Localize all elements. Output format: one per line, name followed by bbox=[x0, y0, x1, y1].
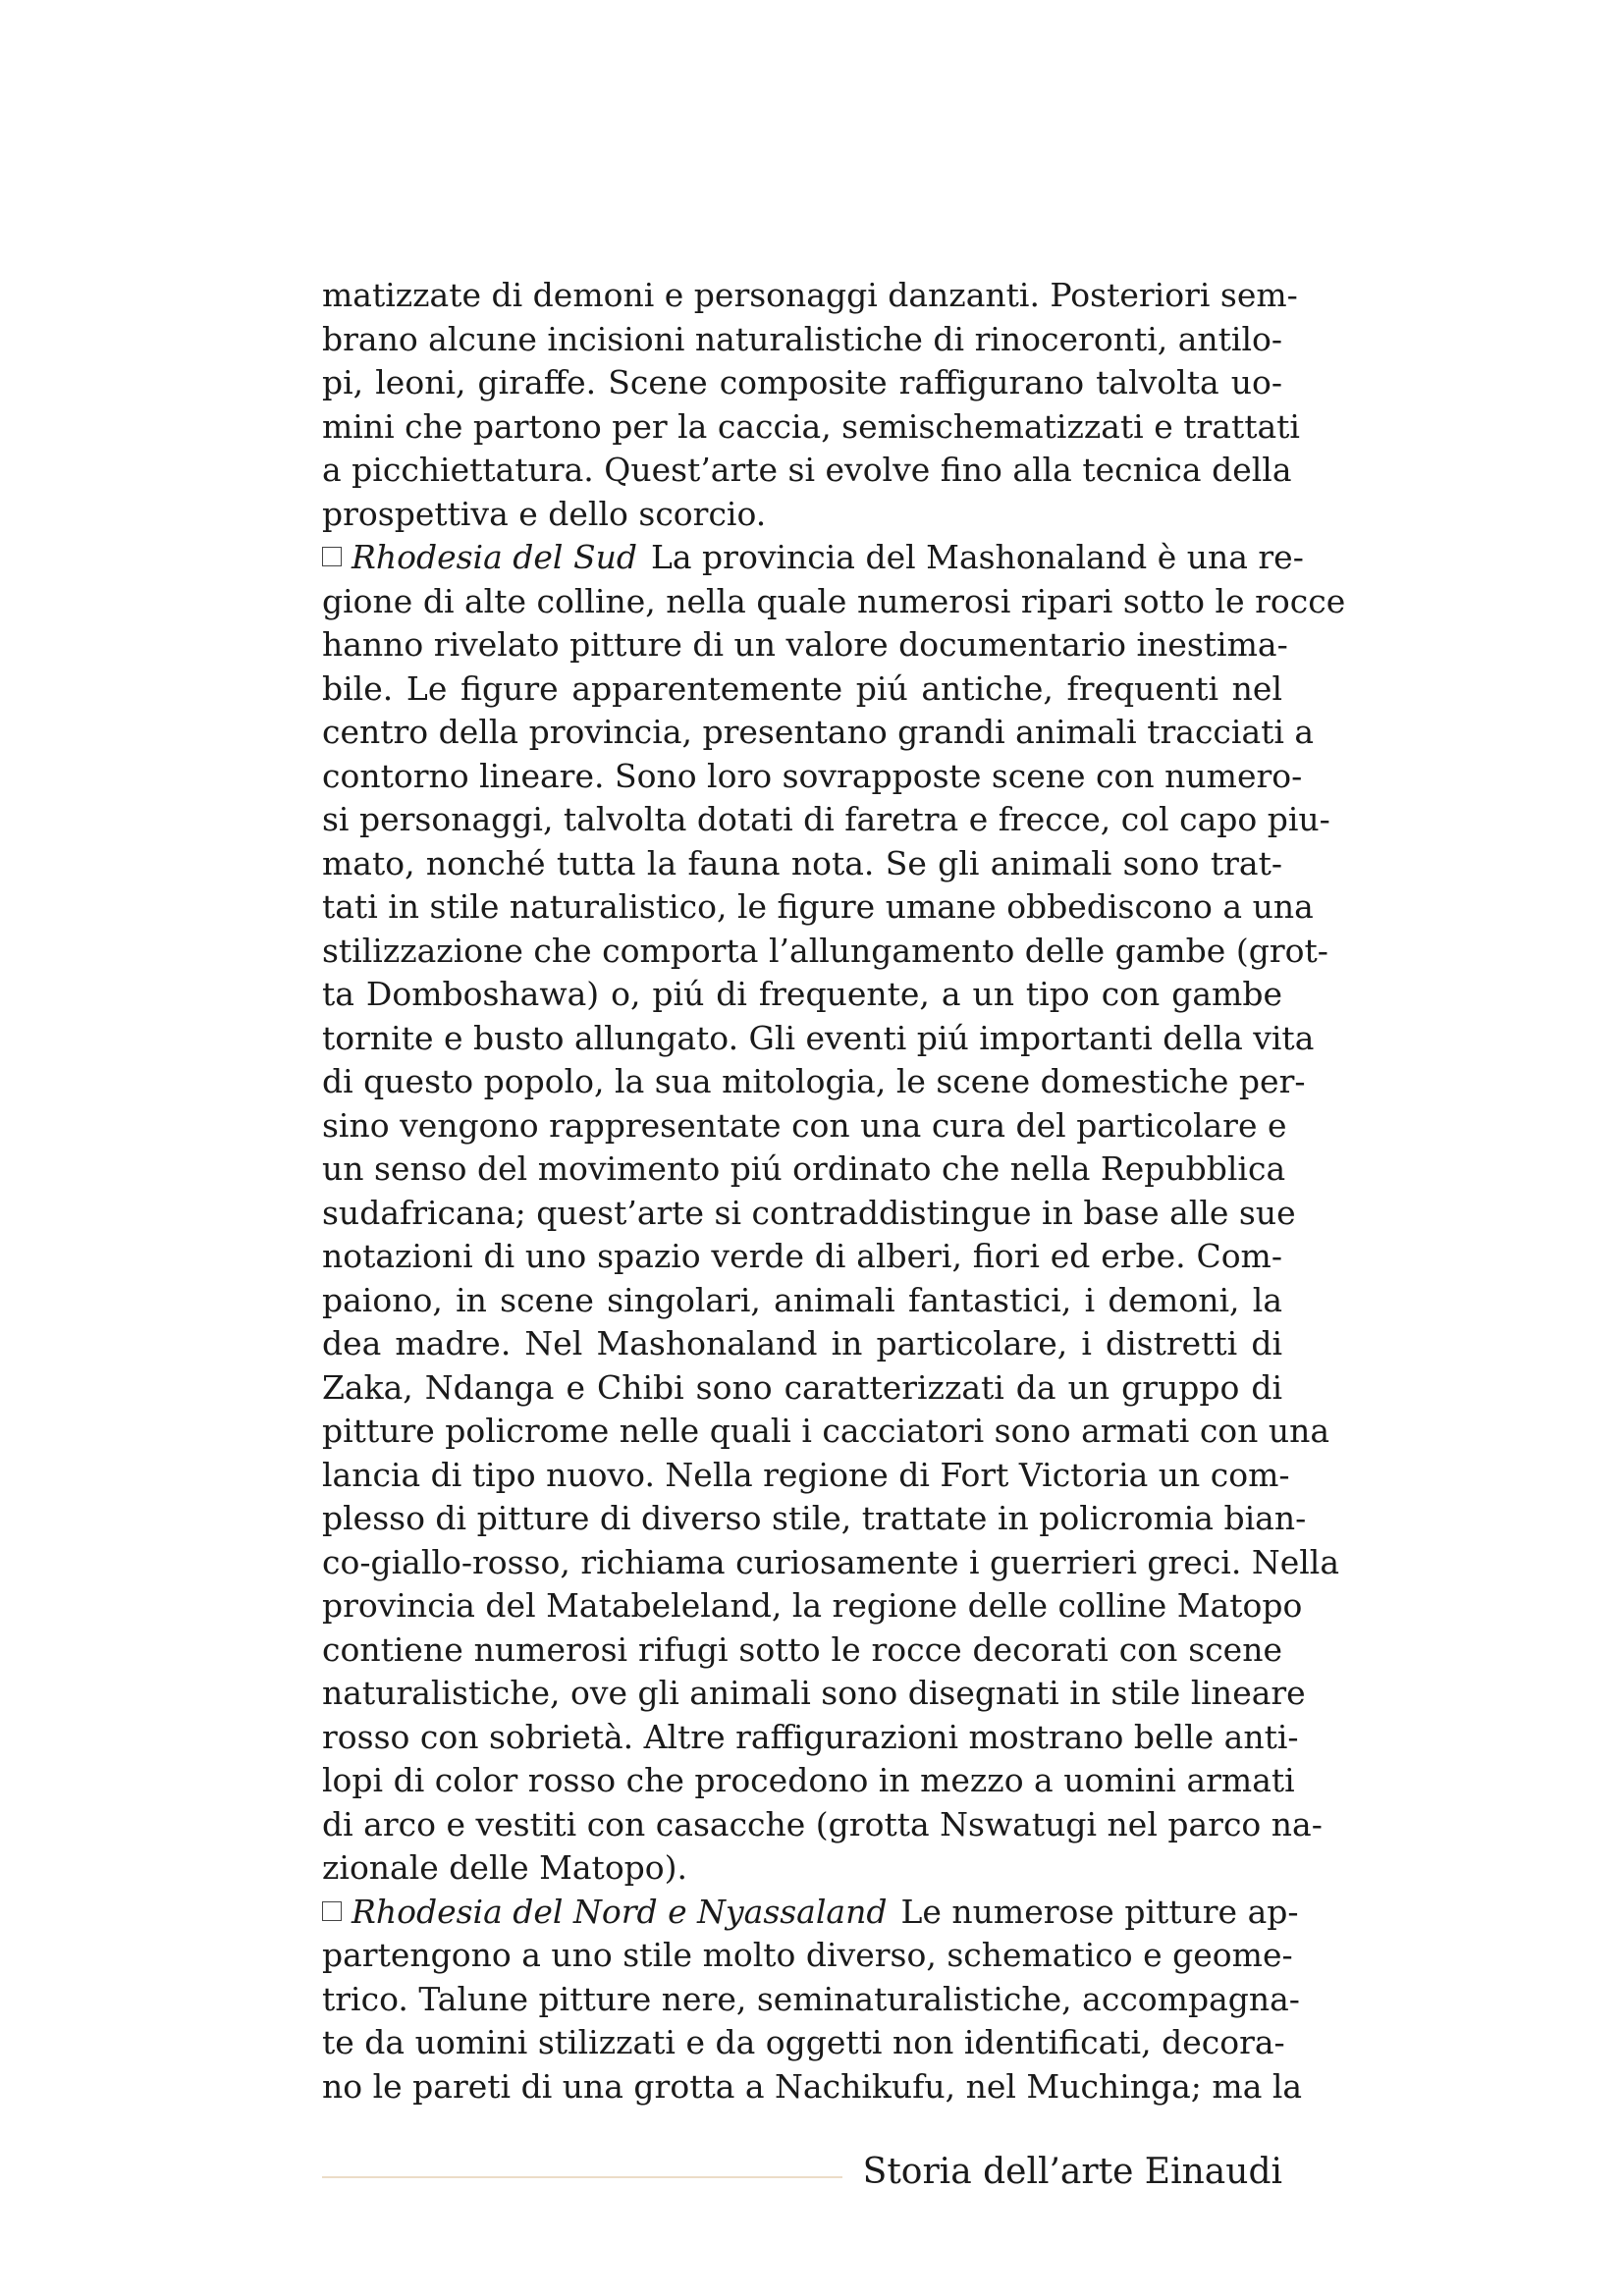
text-line: paiono, in scene singolari, animali fantastici, i demoni, la bbox=[322, 1280, 1282, 1319]
body-text bbox=[322, 274, 1346, 2109]
section-lead-text: Le numerose pitture ap- bbox=[900, 1892, 1299, 1931]
text-line: zionale delle Matopo). bbox=[322, 1848, 688, 1887]
text-line: sino vengono rappresentate con una cura del particolare e bbox=[322, 1105, 1287, 1145]
text-line: dea madre. Nel Mashonaland in particolare, i distretti di bbox=[322, 1324, 1282, 1362]
text-line: stilizzazione che comporta l’allungamento delle gambe (grot- bbox=[322, 931, 1328, 970]
text-line: contorno lineare. Sono loro sovrapposte scene con numero- bbox=[322, 756, 1303, 795]
text-line: te da uomini stilizzati e da oggetti non identificati, decora- bbox=[322, 2023, 1285, 2061]
section-title: Rhodesia del Sud bbox=[352, 538, 637, 576]
text-line: matizzate di demoni e personaggi danzanti. Posteriori sem- bbox=[322, 276, 1298, 314]
section-lead-text: La provincia del Mashonaland è una re- bbox=[650, 538, 1304, 576]
text-line: tornite e busto allungato. Gli eventi piú importanti della vita bbox=[322, 1018, 1315, 1057]
text-line: un senso del movimento piú ordinato che nella Repubblica bbox=[322, 1149, 1286, 1188]
text-line: mini che partono per la caccia, semischematizzati e trattati bbox=[322, 406, 1300, 446]
text-line: di arco e vestiti con casacche (grotta Nswatugi nel parco na- bbox=[322, 1804, 1323, 1843]
text-line: a picchiettatura. Quest’arte si evolve fino alla tecnica della bbox=[322, 451, 1292, 489]
text-line: centro della provincia, presentano grandi animali tracciati a bbox=[322, 713, 1315, 751]
text-line: sudafricana; quest’arte si contraddistingue in base alle sue bbox=[322, 1193, 1296, 1232]
text-line: partengono a uno stile molto diverso, schematico e geome- bbox=[322, 1936, 1293, 1974]
section-heading-line bbox=[322, 536, 1304, 580]
text-line: notazioni di uno spazio verde di alberi, fiori ed erbe. Com- bbox=[322, 1237, 1282, 1275]
text-line: co-giallo-rosso, richiama curiosamente i guerrieri greci. Nella bbox=[322, 1542, 1340, 1581]
text-line: mato, nonché tutta la fauna nota. Se gli animali sono trat- bbox=[322, 843, 1282, 882]
text-line: trico. Talune pitture nere, seminaturalistiche, accompagna- bbox=[322, 1979, 1300, 2018]
text-line: brano alcune incisioni naturalistiche di rinoceronti, antilo- bbox=[322, 319, 1283, 358]
text-line: rosso con sobrietà. Altre raffigurazioni mostrano belle anti- bbox=[322, 1717, 1299, 1756]
text-line: ta Domboshawa) o, piú di frequente, a un tipo con gambe bbox=[322, 975, 1282, 1013]
section-square-icon bbox=[322, 1901, 342, 1921]
text-line: naturalistiche, ove gli animali sono disegnati in stile lineare bbox=[322, 1674, 1306, 1712]
text-line: gione di alte colline, nella quale numerosi ripari sotto le rocce bbox=[322, 581, 1346, 620]
footer-title: Storia dell’arte Einaudi bbox=[862, 2152, 1282, 2192]
text-line: tati in stile naturalistico, le figure umane obbediscono a una bbox=[322, 887, 1314, 926]
text-line: pi, leoni, giraffe. Scene composite raffigurano talvolta uo- bbox=[322, 363, 1282, 401]
text-line: pitture policrome nelle quali i cacciatori sono armati con una bbox=[322, 1412, 1330, 1450]
text-line: bile. Le figure apparentemente piú antiche, frequenti nel bbox=[322, 668, 1282, 708]
text-line: Zaka, Ndanga e Chibi sono caratterizzati da un gruppo di bbox=[322, 1367, 1282, 1407]
text-line: hanno rivelato pitture di un valore documentario inestima- bbox=[322, 625, 1288, 664]
text-line: no le pareti di una grotta a Nachikufu, nel Muchinga; ma la bbox=[322, 2066, 1303, 2106]
text-line: contiene numerosi rifugi sotto le rocce decorati con scene bbox=[322, 1629, 1282, 1669]
footer-rule bbox=[322, 2176, 842, 2178]
text-line: di questo popolo, la sua mitologia, le scene domestiche per- bbox=[322, 1062, 1306, 1100]
section-heading-line bbox=[322, 1891, 1299, 1935]
text-line: prospettiva e dello scorcio. bbox=[322, 494, 767, 533]
section-square-icon bbox=[322, 547, 342, 566]
text-line: si personaggi, talvolta dotati di faretra e frecce, col capo piu- bbox=[322, 800, 1330, 838]
section-title: Rhodesia del Nord e Nyassaland bbox=[352, 1892, 888, 1931]
text-line: lancia di tipo nuovo. Nella regione di Fort Victoria un com- bbox=[322, 1455, 1290, 1494]
text-line: lopi di color rosso che procedono in mezzo a uomini armati bbox=[322, 1761, 1295, 1799]
text-line: provincia del Matabeleland, la regione delle colline Matopo bbox=[322, 1586, 1303, 1625]
text-line: plesso di pitture di diverso stile, trattate in policromia bian- bbox=[322, 1499, 1307, 1537]
